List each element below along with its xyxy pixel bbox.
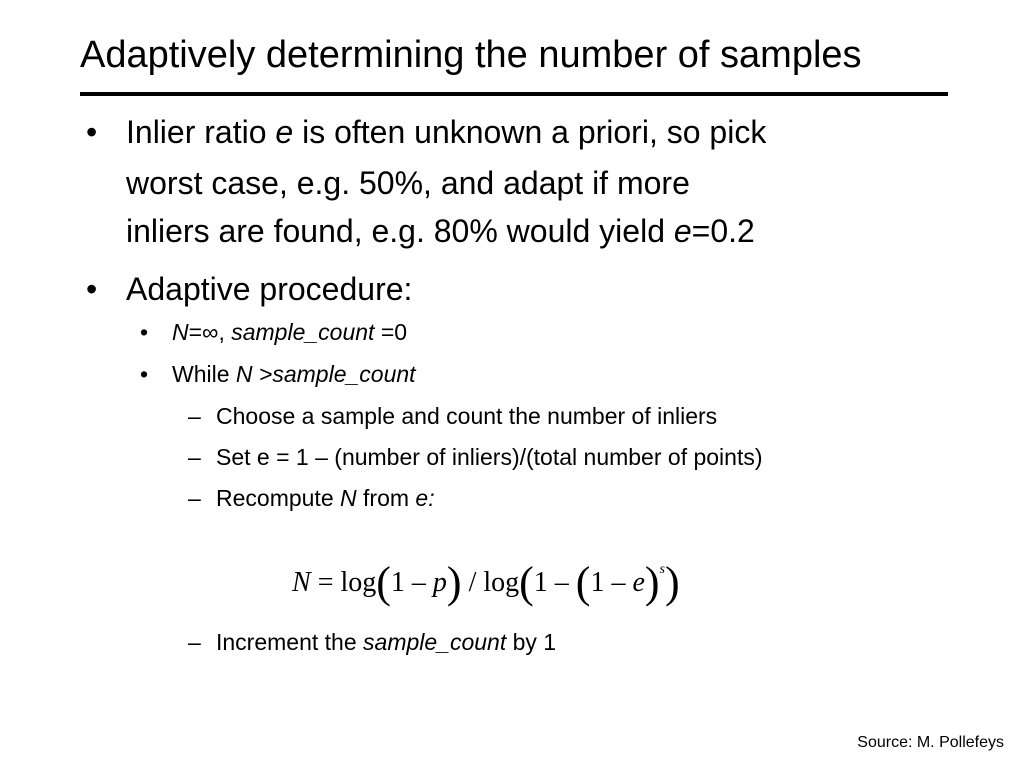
formula-N: N (292, 567, 311, 598)
step-choose-sample: Choose a sample and count the number of inliers (216, 403, 718, 429)
bullet-1-line-3: inliers are found, e.g. 80% would yield e=0.2 (126, 213, 755, 249)
formula-div-log: / log (461, 567, 520, 598)
sub-bullet-init: N=∞, sample_count =0 (172, 319, 408, 345)
formula: N = log(1 – p) / log(1 – (1 – e)$^s$) (292, 558, 680, 607)
formula-one-2: 1 – (533, 567, 576, 598)
bullet-icon: • (86, 114, 98, 150)
sub-bullet-icon: • (140, 319, 149, 345)
dash-icon: – (188, 485, 201, 511)
formula-one: 1 – (390, 567, 433, 598)
sub-bullet-icon: • (140, 361, 149, 387)
formula-s: s (659, 562, 665, 577)
sub-bullet-while: While N >sample_count (172, 361, 416, 387)
step-recompute: Recompute N from e: (216, 485, 435, 511)
dash-icon: – (188, 444, 201, 470)
source-credit: Source: M. Pollefeys (857, 734, 1004, 751)
slide-title: Adaptively determining the number of samples (80, 34, 862, 76)
formula-one-3: 1 – (590, 567, 633, 598)
bullet-1-line-2: worst case, e.g. 50%, and adapt if more (126, 165, 690, 201)
title-underline (80, 92, 948, 96)
dash-icon: – (188, 403, 201, 429)
step-set-e: Set e = 1 – (number of inliers)/(total number of points) (216, 444, 763, 470)
bullet-2: Adaptive procedure: (126, 271, 413, 307)
formula-e: e (632, 567, 645, 598)
formula-p: p (432, 567, 447, 598)
step-increment: Increment the sample_count by 1 (216, 629, 557, 655)
bullet-1-line-1: Inlier ratio e is often unknown a priori, so pick (126, 114, 767, 150)
formula-equals-log: = log (310, 567, 377, 598)
bullet-icon: • (86, 271, 98, 307)
dash-icon: – (188, 629, 201, 655)
